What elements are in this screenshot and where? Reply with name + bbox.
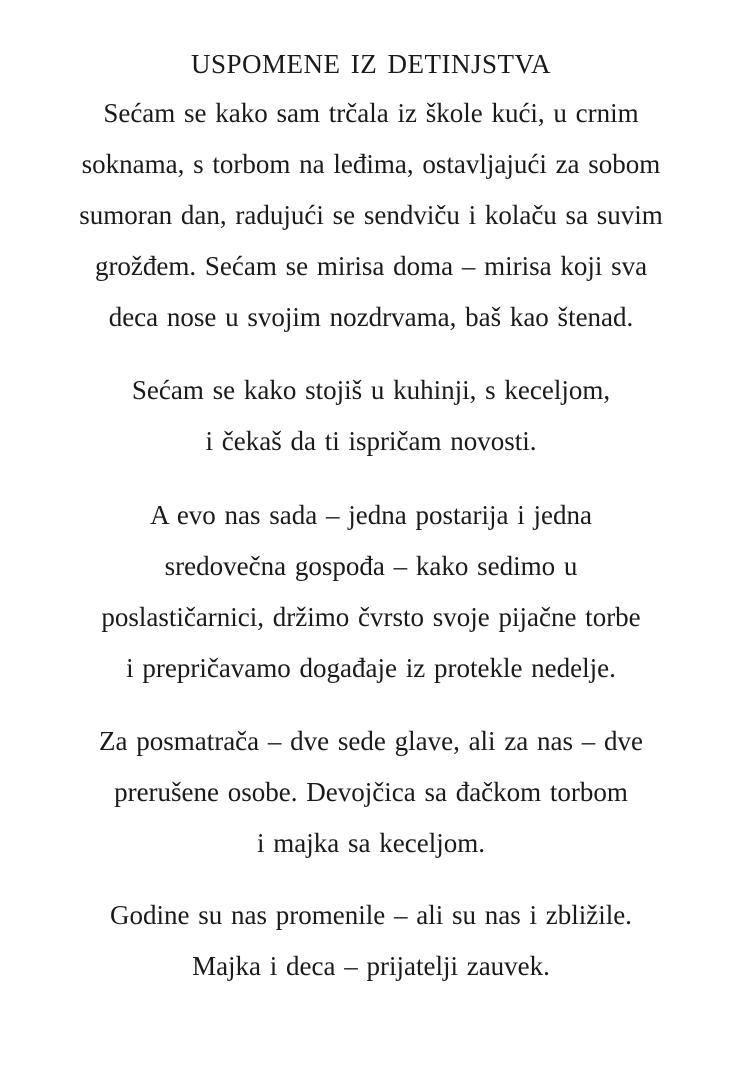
paragraph-line: Sećam se kako sam trčala iz škole kući, u crnim [103, 98, 639, 128]
paragraph-line: Sećam se kako stojiš u kuhinji, s keceljom, [131, 375, 611, 405]
paragraph-line: prerušene osobe. Devojčica sa đačkom torbom [114, 777, 628, 807]
paragraph-line: Za posmatrača – dve sede glave, ali za nas – dve [98, 726, 644, 756]
paragraph-line: soknama, s torbom na leđima, ostavljajući za sobom [81, 149, 661, 179]
paragraph-4 [0, 716, 742, 869]
paragraph-line: sumoran dan, radujući se sendviču i kolaču sa suvim [79, 200, 663, 230]
paragraph-line: i majka sa keceljom. [257, 828, 485, 858]
paragraph-line: Majka i deca – prijatelji zauvek. [192, 951, 550, 981]
paragraph-line: i čekaš da ti ispričam novosti. [205, 426, 537, 456]
paragraph-3 [0, 490, 742, 694]
document-title: USPOMENE IZ DETINJSTVA [190, 49, 551, 79]
paragraph-line: sredovečna gospođa – kako sedimo u [164, 551, 578, 581]
paragraph-5 [0, 890, 742, 992]
paragraph-line: A evo nas sada – jedna postarija i jedna [150, 500, 592, 530]
paragraph-1 [0, 88, 742, 343]
paragraph-line: Godine su nas promenile – ali su nas i zbližile. [110, 900, 632, 930]
paragraph-line: grožđem. Sećam se mirisa doma – mirisa koji sva [94, 251, 648, 281]
paragraph-line: poslastičarnici, držimo čvrsto svoje pijačne torbe [101, 602, 641, 632]
paragraph-2 [0, 365, 742, 467]
paragraph-line: deca nose u svojim nozdrvama, baš kao štenad. [108, 302, 634, 332]
paragraph-line: i prepričavamo događaje iz protekle nedelje. [126, 653, 616, 683]
